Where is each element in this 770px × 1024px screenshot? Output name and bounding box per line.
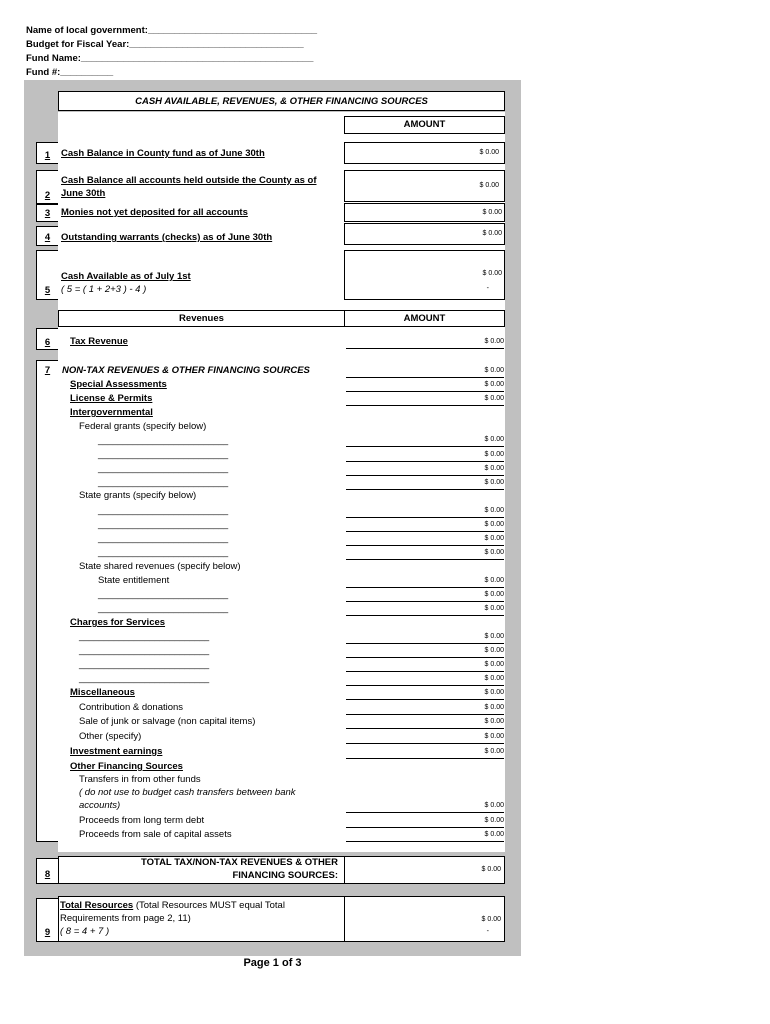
- state-shared-amount-2[interactable]: $ 0.00: [484, 605, 504, 612]
- line-8-amount-field[interactable]: [344, 856, 505, 884]
- state-blank-1[interactable]: __________________________: [98, 505, 229, 515]
- special-assessments-line: [346, 391, 504, 392]
- federal-amount-4[interactable]: $ 0.00: [484, 479, 504, 486]
- tax-revenue-amount[interactable]: $ 0.00: [484, 338, 504, 345]
- federal-amount-3[interactable]: $ 0.00: [484, 465, 504, 472]
- line-8-label-a: TOTAL TAX/NON-TAX REVENUES & OTHER: [140, 857, 338, 868]
- state-blank-2[interactable]: __________________________: [98, 519, 229, 529]
- line-6-number-box: [36, 328, 58, 350]
- line-9-paren: (Total Resources MUST equal Total: [135, 900, 285, 911]
- other-line: [346, 743, 504, 744]
- tax-revenue-label: Tax Revenue: [70, 336, 128, 347]
- state-shared-amount-1[interactable]: $ 0.00: [484, 591, 504, 598]
- charges-blank-4[interactable]: __________________________: [79, 673, 210, 683]
- state-entitlement-label: State entitlement: [98, 575, 170, 586]
- transfers-note-b: accounts): [79, 800, 121, 811]
- intergovernmental-label: Intergovernmental: [70, 407, 153, 418]
- misc-line: [346, 699, 504, 700]
- state-amount-4[interactable]: $ 0.00: [484, 549, 504, 556]
- line-9-dash: -: [486, 928, 489, 935]
- state-shared-blank-1[interactable]: __________________________: [98, 589, 229, 599]
- line-2-label-a: Cash Balance all accounts held outside the County as of: [61, 175, 317, 186]
- other-amount[interactable]: $ 0.00: [484, 733, 504, 740]
- state-entitlement-line: [346, 587, 504, 588]
- line-9-formula: ( 8 = 4 + 7 ): [60, 926, 110, 937]
- line-2-amount-field[interactable]: [344, 170, 505, 202]
- federal-line-2: [346, 461, 504, 462]
- charges-blank-2[interactable]: __________________________: [79, 645, 210, 655]
- line-2-label-b: June 30th: [61, 188, 106, 199]
- line-7-number-box: [36, 360, 58, 842]
- nontax-amount[interactable]: $ 0.00: [484, 367, 504, 374]
- tax-revenue-line: [346, 348, 504, 349]
- transfers-amount[interactable]: $ 0.00: [484, 802, 504, 809]
- line-3-number-box: [36, 204, 58, 222]
- state-shared-blank-2[interactable]: __________________________: [98, 603, 229, 613]
- line-9-amount: $ 0.00: [481, 916, 501, 923]
- capital-label: Proceeds from sale of capital assets: [79, 829, 232, 840]
- federal-grants-label: Federal grants (specify below): [79, 421, 207, 432]
- misc-amount[interactable]: $ 0.00: [484, 689, 504, 696]
- line-5-amount-field[interactable]: [344, 250, 505, 300]
- state-amount-2[interactable]: $ 0.00: [484, 521, 504, 528]
- capital-amount[interactable]: $ 0.00: [484, 831, 504, 838]
- federal-amount-1[interactable]: $ 0.00: [484, 436, 504, 443]
- investment-line: [346, 758, 504, 759]
- line-9-label: Total Resources: [60, 900, 134, 911]
- federal-line-1: [346, 446, 504, 447]
- charges-label: Charges for Services: [70, 617, 166, 628]
- state-entitlement-amount[interactable]: $ 0.00: [484, 577, 504, 584]
- ofs-label: Other Financing Sources: [70, 761, 183, 772]
- state-blank-3[interactable]: __________________________: [98, 533, 229, 543]
- line-4-number: 4: [44, 232, 51, 243]
- state-grants-label: State grants (specify below): [79, 490, 197, 501]
- line-8-number: 8: [44, 869, 51, 880]
- transfers-note-a: ( do not use to budget cash transfers between bank: [79, 787, 296, 798]
- line-9-number-box: [36, 898, 58, 942]
- federal-blank-2[interactable]: __________________________: [98, 449, 229, 459]
- line-3-number: 3: [44, 208, 51, 219]
- contrib-label: Contribution & donations: [79, 702, 184, 713]
- line-8-label-box: [58, 856, 345, 884]
- transfers-label: Transfers in from other funds: [79, 774, 201, 785]
- line-3-label: Monies not yet deposited for all accounts: [61, 207, 248, 218]
- amount-header: AMOUNT: [344, 116, 505, 134]
- line-1-amount-field[interactable]: [344, 142, 505, 164]
- line-2-amount: $ 0.00: [479, 182, 499, 189]
- page-number: Page 1 of 3: [243, 957, 302, 969]
- junk-line: [346, 728, 504, 729]
- license-permits-line: [346, 405, 504, 406]
- line-5-formula: ( 5 = ( 1 + 2+3 ) - 4 ): [61, 284, 147, 295]
- other-label: Other (specify): [79, 731, 142, 742]
- charges-blank-3[interactable]: __________________________: [79, 659, 210, 669]
- charges-blank-1[interactable]: __________________________: [79, 631, 210, 641]
- charges-line-3: [346, 671, 504, 672]
- junk-label: Sale of junk or salvage (non capital items): [79, 716, 256, 727]
- line-5-amount: $ 0.00: [482, 270, 502, 277]
- license-permits-amount[interactable]: $ 0.00: [484, 395, 504, 402]
- investment-amount[interactable]: $ 0.00: [484, 748, 504, 755]
- state-shared-label: State shared revenues (specify below): [79, 561, 241, 572]
- line-1-number: 1: [44, 150, 51, 161]
- line-8-number-box: [36, 858, 58, 884]
- fiscal-year-line: Budget for Fiscal Year:_________________________________: [26, 39, 304, 50]
- charges-line-4: [346, 685, 504, 686]
- line-3-amount: $ 0.00: [482, 209, 502, 216]
- special-assessments-label: Special Assessments: [70, 379, 167, 390]
- junk-amount[interactable]: $ 0.00: [484, 718, 504, 725]
- section-title-box: [58, 91, 505, 111]
- line-1-label: Cash Balance in County fund as of June 30th: [61, 148, 265, 159]
- federal-blank-4[interactable]: __________________________: [98, 477, 229, 487]
- state-line-4: [346, 559, 504, 560]
- line-5-number-box: [36, 250, 58, 300]
- line-9-label-b: Requirements from page 2, 11): [60, 913, 191, 924]
- nontax-label: NON-TAX REVENUES & OTHER FINANCING SOURCES: [62, 365, 310, 376]
- state-line-1: [346, 517, 504, 518]
- line-3-amount-field[interactable]: [344, 203, 505, 222]
- charges-amount-2[interactable]: $ 0.00: [484, 647, 504, 654]
- federal-amount-2[interactable]: $ 0.00: [484, 451, 504, 458]
- revenues-amount-header: AMOUNT: [344, 310, 505, 327]
- line-6-number: 6: [44, 337, 51, 348]
- nontax-line: [346, 377, 504, 378]
- line-7-number: 7: [44, 365, 51, 376]
- charges-line-1: [346, 643, 504, 644]
- contrib-line: [346, 714, 504, 715]
- line-5-label: Cash Available as of July 1st: [61, 271, 191, 282]
- transfers-line: [346, 812, 504, 813]
- line-1-amount: $ 0.00: [479, 149, 499, 156]
- line-4-amount: $ 0.00: [482, 230, 502, 237]
- special-assessments-amount[interactable]: $ 0.00: [484, 381, 504, 388]
- line-5-dash: -: [486, 285, 489, 292]
- contrib-amount[interactable]: $ 0.00: [484, 704, 504, 711]
- federal-blank-3[interactable]: __________________________: [98, 463, 229, 473]
- line-4-amount-field[interactable]: [344, 223, 505, 245]
- state-shared-line-2: [346, 615, 504, 616]
- line-2-number: 2: [44, 190, 51, 201]
- local-government-line: Name of local government:________________________________: [26, 25, 318, 36]
- state-line-2: [346, 531, 504, 532]
- fund-name-line: Fund Name:____________________________________________: [26, 53, 314, 64]
- charges-amount-1[interactable]: $ 0.00: [484, 633, 504, 640]
- ltd-line: [346, 827, 504, 828]
- line-8-amount: $ 0.00: [481, 866, 501, 873]
- state-shared-line-1: [346, 601, 504, 602]
- line-9-amount-field[interactable]: [344, 896, 505, 942]
- charges-line-2: [346, 657, 504, 658]
- investment-label: Investment earnings: [70, 746, 163, 757]
- line-9-number: 9: [44, 927, 51, 938]
- capital-line: [346, 841, 504, 842]
- misc-label: Miscellaneous: [70, 687, 135, 698]
- line-4-label: Outstanding warrants (checks) as of June 30th: [61, 232, 273, 243]
- ltd-amount[interactable]: $ 0.00: [484, 817, 504, 824]
- federal-line-3: [346, 475, 504, 476]
- ltd-label: Proceeds from long term debt: [79, 815, 205, 826]
- state-amount-3[interactable]: $ 0.00: [484, 535, 504, 542]
- section-title: CASH AVAILABLE, REVENUES, & OTHER FINANCING SOURCES: [135, 96, 428, 107]
- federal-line-4: [346, 489, 504, 490]
- federal-blank-1[interactable]: __________________________: [98, 435, 229, 445]
- line-8-label-b: FINANCING SOURCES:: [232, 870, 338, 881]
- line-2-number-box: [36, 170, 58, 204]
- line-4-number-box: [36, 226, 58, 246]
- revenues-header: Revenues: [58, 310, 345, 327]
- license-permits-label: License & Permits: [70, 393, 153, 404]
- line-1-number-box: [36, 142, 58, 164]
- state-line-3: [346, 545, 504, 546]
- line-5-number: 5: [44, 285, 51, 296]
- charges-amount-3[interactable]: $ 0.00: [484, 661, 504, 668]
- state-blank-4[interactable]: __________________________: [98, 547, 229, 557]
- state-amount-1[interactable]: $ 0.00: [484, 507, 504, 514]
- charges-amount-4[interactable]: $ 0.00: [484, 675, 504, 682]
- fund-number-line: Fund #:__________: [26, 67, 114, 78]
